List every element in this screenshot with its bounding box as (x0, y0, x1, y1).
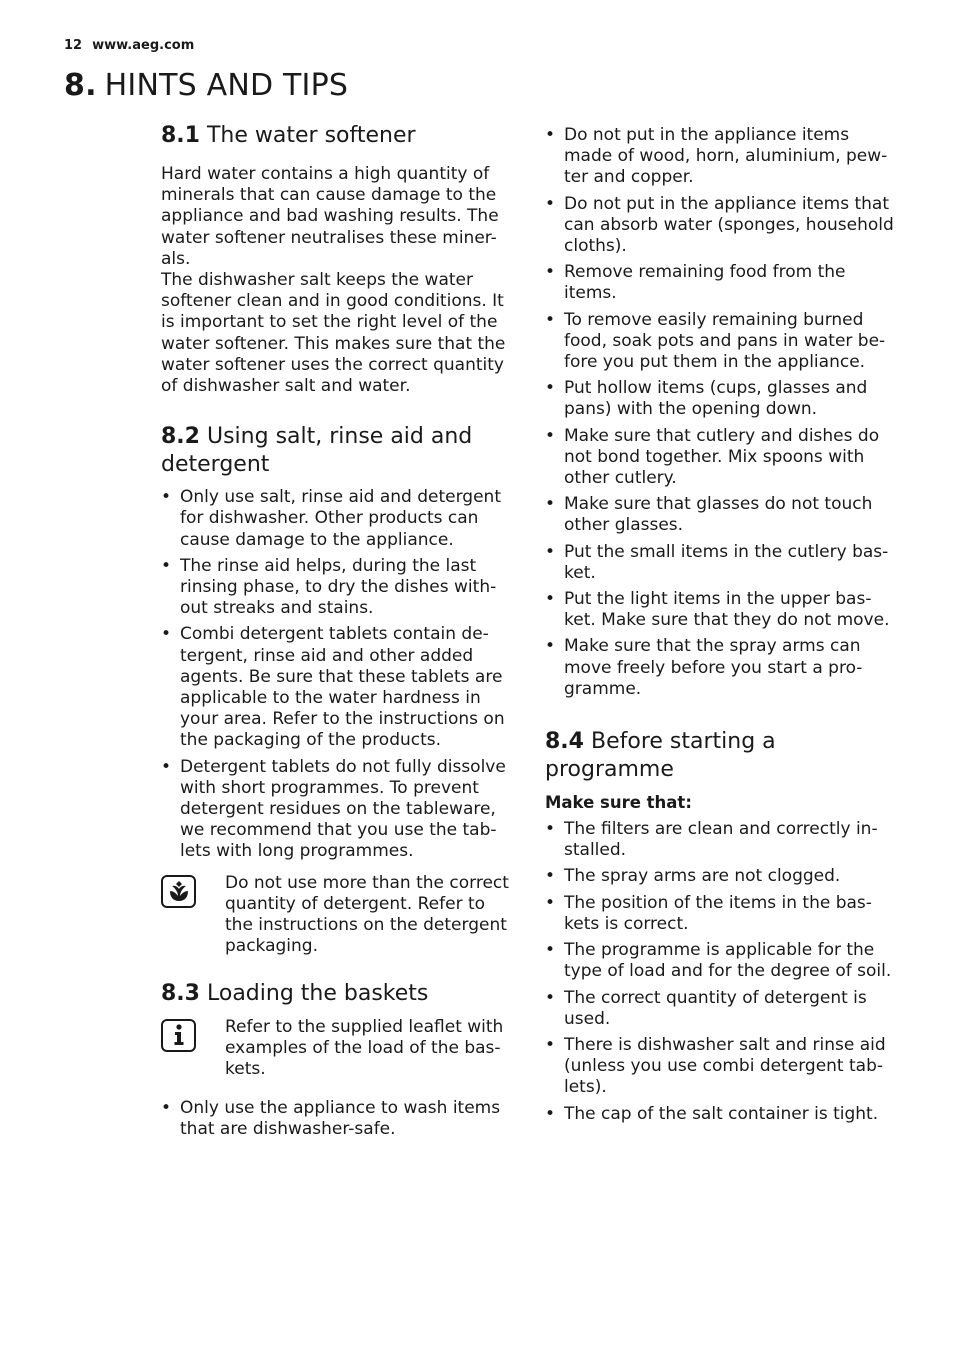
list-item: • The cap of the salt container is tight. (545, 1104, 901, 1125)
page-number: 12 (64, 38, 83, 53)
list-item: • The programme is applicable for the type of load and for the degree of soil. (545, 940, 901, 982)
section-number: 8.3 (161, 980, 200, 1006)
section-8-1 (161, 122, 513, 397)
section-title: Before starting a programme (545, 729, 776, 783)
list-item: • The filters are clean and correctly in-stalled. (545, 819, 901, 861)
environment-note (161, 873, 513, 958)
section-heading (161, 980, 513, 1008)
paragraph: The dishwasher salt keeps the water softener clean and in good conditions. It is important to set the right level of the water softener. This makes sure that the water softener uses the correct quantity of dishwasher salt and water. (161, 270, 506, 397)
info-note (161, 1017, 513, 1081)
page-header (64, 38, 194, 53)
info-icon (161, 1019, 196, 1052)
list-item: • Do not put in the appliance items made of wood, horn, aluminium, pew-ter and copper. (545, 125, 901, 189)
make-sure-label: Make sure that: (545, 793, 692, 813)
list-item: • Make sure that glasses do not touch other glasses. (545, 494, 901, 536)
list-item: • Make sure that cutlery and dishes do not bond together. Mix spoons with other cutlery. (545, 426, 901, 490)
bullet-list (545, 125, 901, 700)
left-column (161, 122, 513, 1146)
section-title: The water softener (206, 123, 416, 148)
list-item: • There is dishwasher salt and rinse aid (unless you use combi detergent tab-lets). (545, 1035, 901, 1099)
section-number: 8.4 (545, 729, 584, 755)
note-text: Refer to the supplied leaflet with examples of the load of the bas-kets. (225, 1016, 504, 1079)
section-8-2 (161, 423, 513, 957)
list-item: • Only use the appliance to wash items that are dishwasher-safe. (161, 1098, 513, 1140)
bullet-list (545, 819, 901, 1125)
bullet-list (161, 487, 513, 862)
section-number: 8.2 (161, 424, 200, 450)
website-url: www.aeg.com (92, 38, 195, 53)
section-number: 8.1 (161, 123, 200, 148)
section-title: Using salt, rinse aid and detergent (161, 424, 473, 478)
list-item: • Put the light items in the upper bas-ket. Make sure that they do not move. (545, 589, 901, 631)
list-item: • Make sure that the spray arms can move freely before you start a pro-gramme. (545, 636, 901, 700)
section-heading (161, 122, 513, 150)
list-item: • Do not put in the appliance items that can absorb water (sponges, household cloths). (545, 194, 901, 258)
list-item: • Only use salt, rinse aid and detergent for dishwasher. Other products can cause damage to the appliance. (161, 487, 513, 551)
list-item: • To remove easily remaining burned food, soak pots and pans in water be-fore you put them in the appliance. (545, 310, 901, 374)
list-item: • Remove remaining food from the items. (545, 262, 901, 304)
list-item: • Detergent tablets do not fully dissolve with short programmes. To prevent detergent residues on the tableware, we recommend that you use the tab-lets with long programmes. (161, 757, 513, 863)
bullet-list (161, 1098, 513, 1140)
right-column (545, 125, 901, 1130)
environment-icon (161, 875, 196, 908)
list-item: • The spray arms are not clogged. (545, 866, 901, 887)
list-item: • The correct quantity of detergent is used. (545, 988, 901, 1030)
list-item: • Put hollow items (cups, glasses and pans) with the opening down. (545, 378, 901, 420)
list-item: • Put the small items in the cutlery bas-ket. (545, 542, 901, 584)
chapter-title-text: HINTS AND TIPS (104, 68, 349, 103)
list-item: • The position of the items in the bas-kets is correct. (545, 893, 901, 935)
section-8-3 (161, 980, 513, 1141)
note-text: Do not use more than the correct quantity of detergent. Refer to the instructions on the detergent packaging. (225, 872, 509, 957)
paragraph: Hard water contains a high quantity of minerals that can cause damage to the appliance and bad washing results. The water softener neutralises these miner-als. (161, 164, 499, 269)
section-8-4 (545, 728, 901, 1125)
list-item: • Combi detergent tablets contain de-tergent, rinse aid and other added agents. Be sure that these tablets are applicable to the water hardness in your area. Refer to the instructions on the packaging of the products. (161, 624, 513, 751)
section-heading (545, 728, 901, 784)
chapter-number: 8. (64, 68, 97, 103)
section-title: Loading the baskets (206, 980, 429, 1006)
chapter-title (64, 68, 348, 103)
list-item: • The rinse aid helps, during the last rinsing phase, to dry the dishes with-out streaks and stains. (161, 556, 513, 620)
section-heading (161, 423, 513, 479)
